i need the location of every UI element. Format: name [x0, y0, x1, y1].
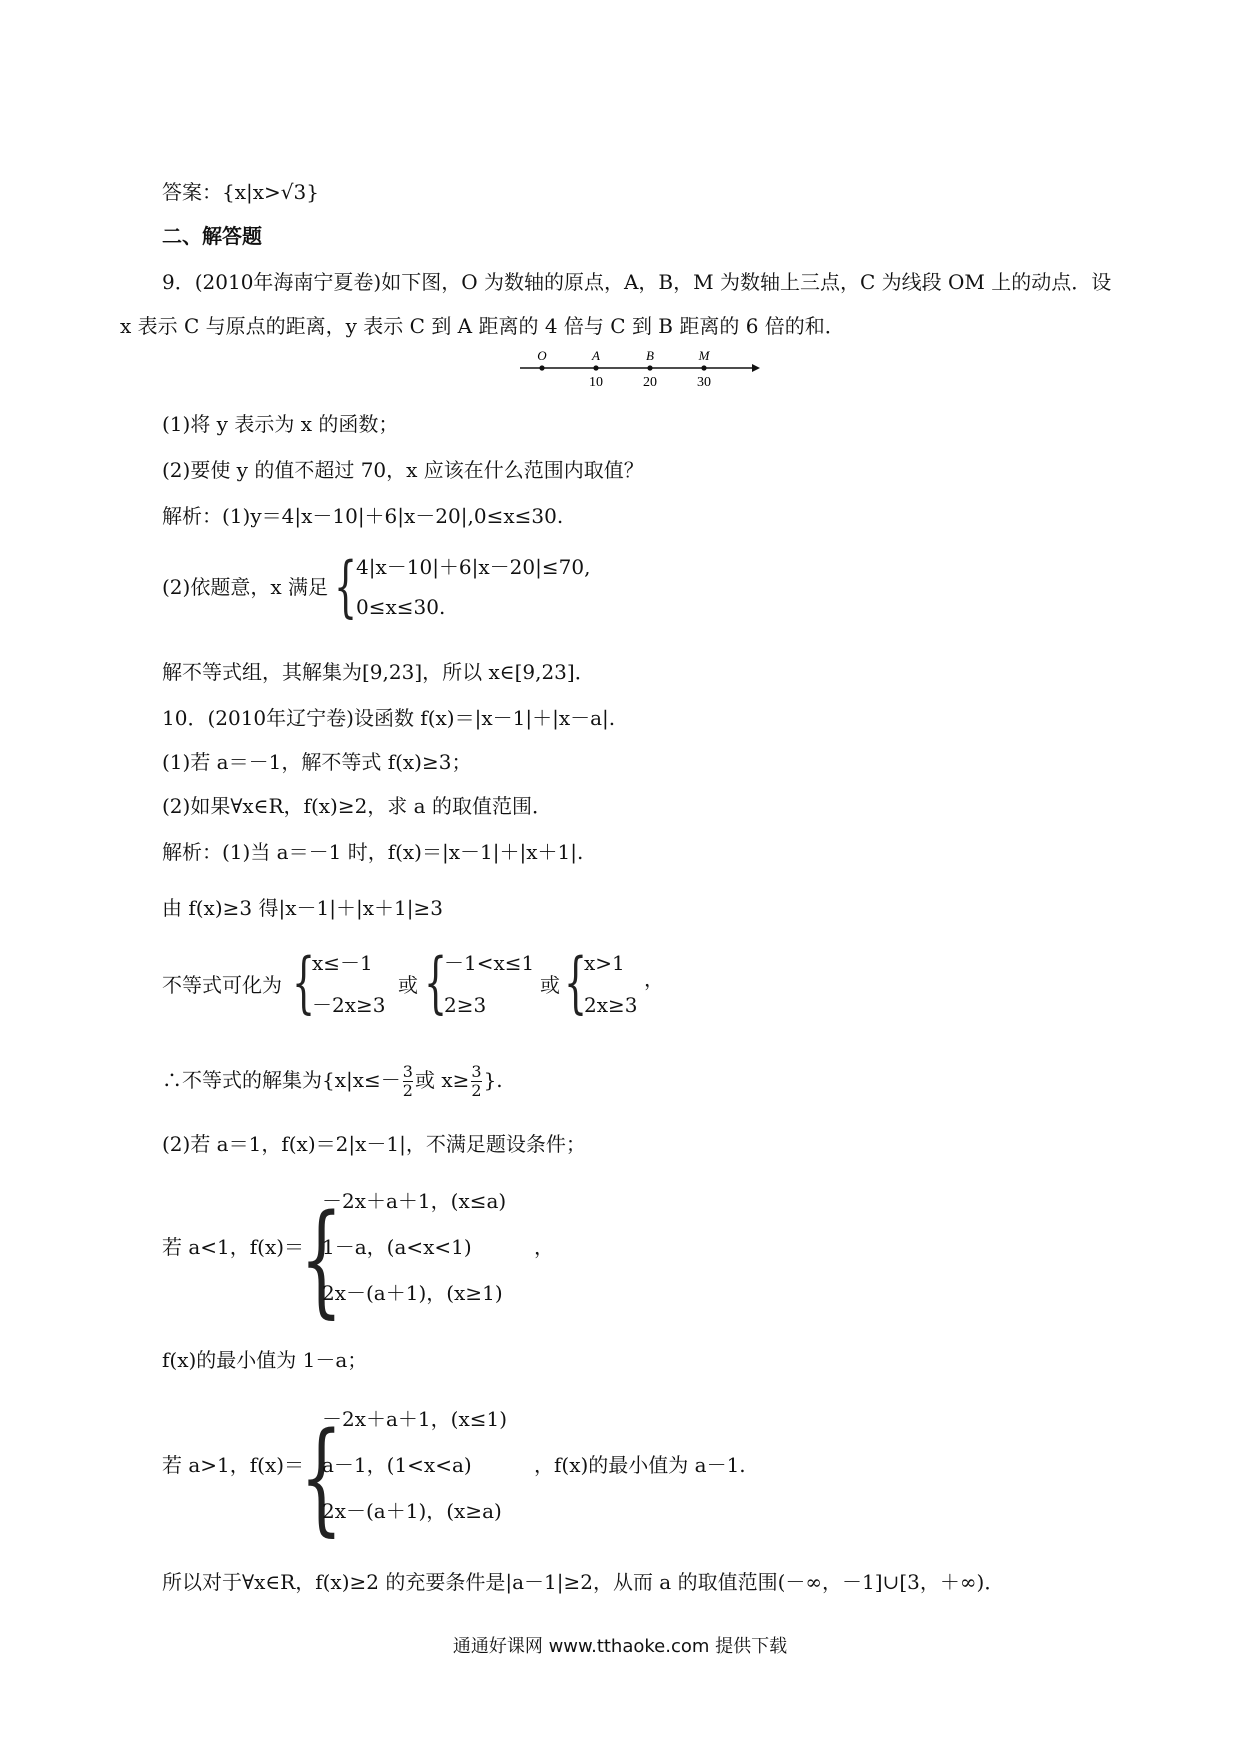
piecewise-lt-prefix: 若 a<1，f(x)＝ — [162, 1235, 305, 1259]
section-title: 二、解答题 — [162, 224, 262, 248]
ineq-b2: 2≥3 — [444, 993, 487, 1017]
q9-result: 解不等式组，其解集为[9,23]，所以 x∈[9,23]． — [162, 660, 595, 684]
axis-value-b: 20 — [643, 375, 657, 390]
fraction-denominator: 2 — [471, 1081, 482, 1100]
or-2: 或 — [540, 973, 560, 997]
q9-line2: x 表示 C 与原点的距离，y 表示 C 到 A 距离的 4 倍与 C 到 B 距离的 6 倍的和． — [120, 314, 845, 338]
fraction-three-halves — [403, 1063, 413, 1100]
left-brace: { — [300, 1406, 343, 1548]
piecewise-lt-case1: －2x＋a＋1，(x≤a) — [322, 1189, 507, 1213]
axis-point-m — [701, 365, 706, 370]
q9-line1: 9．(2010年海南宁夏卷)如下图，O 为数轴的原点，A，B，M 为数轴上三点，C 为线段 OM 上的动点．设 — [162, 270, 1112, 294]
q10-line1: 10．(2010年辽宁卷)设函数 f(x)＝|x－1|＋|x－a|. — [162, 706, 616, 730]
ineq-comma: ， — [644, 967, 664, 991]
piecewise-a-lt-1 — [162, 1184, 762, 1330]
q9-solution1: 解析：(1)y＝4|x－10|＋6|x－20|,0≤x≤30. — [162, 504, 564, 528]
solution-set-suffix: }. — [483, 1068, 503, 1092]
piecewise-gt-case1: －2x＋a＋1，(x≤1) — [322, 1407, 508, 1431]
fraction-three-halves — [471, 1063, 481, 1100]
piecewise-gt-case2: a－1，(1<x<a) — [322, 1453, 472, 1477]
q10-part2: (2)如果∀x∈R，f(x)≥2，求 a 的取值范围． — [162, 794, 552, 818]
axis-point-a — [593, 365, 598, 370]
ineq-c2: 2x≥3 — [584, 993, 638, 1017]
left-brace: { — [424, 944, 448, 1021]
q9-system-case2: 0≤x≤30. — [356, 595, 446, 619]
piecewise-gt-min: ，f(x)的最小值为 a－1. — [534, 1453, 746, 1477]
conclusion: 所以对于∀x∈R，f(x)≥2 的充要条件是|a－1|≥2，从而 a 的取值范围(－∞，－1]∪[3，＋∞)． — [162, 1570, 1005, 1594]
q10-solution1: 解析：(1)当 a＝－1 时，f(x)＝|x－1|＋|x＋1|. — [162, 840, 584, 864]
ineq-a2: －2x≥3 — [312, 993, 386, 1017]
q9-system-case1: 4|x－10|＋6|x－20|≤70, — [356, 555, 591, 579]
footer: 通通好课网 www.tthaoke.com 提供下载 — [452, 1636, 788, 1657]
ineq-prefix: 不等式可化为 — [162, 973, 282, 997]
q9-system-prefix: (2)依题意，x 满足 — [162, 575, 328, 599]
axis-value-m: 30 — [697, 375, 711, 390]
ineq-c1: x>1 — [584, 951, 625, 975]
q10-part1: (1)若 a＝－1，解不等式 f(x)≥3； — [162, 750, 472, 774]
left-brace: { — [292, 944, 316, 1021]
left-brace: { — [564, 944, 588, 1021]
piecewise-lt-case2: 1－a，(a<x<1) — [322, 1235, 472, 1259]
q9-system — [162, 548, 662, 625]
piecewise-gt-prefix: 若 a>1，f(x)＝ — [162, 1453, 305, 1477]
fraction-numerator: 3 — [471, 1062, 482, 1081]
solution-set-mid: 或 x≥ — [414, 1068, 470, 1092]
piecewise-lt-comma: ， — [534, 1235, 554, 1259]
solution-set-prefix: ∴不等式的解集为{x|x≤－ — [162, 1068, 401, 1092]
piecewise-gt-case3: 2x－(a＋1)，(x≥a) — [322, 1499, 502, 1523]
solution-set — [162, 1060, 503, 1100]
number-line — [520, 348, 760, 392]
ineq-b1: －1<x≤1 — [444, 951, 535, 975]
axis-point-b — [647, 365, 652, 370]
q10-inequality-systems — [162, 946, 802, 1026]
axis-label-o: O — [537, 348, 547, 363]
left-brace: { — [300, 1188, 343, 1330]
axis-value-a: 10 — [589, 375, 603, 390]
axis-label-a: A — [592, 348, 600, 363]
q9-part2: (2)要使 y 的值不超过 70，x 应该在什么范围内取值？ — [162, 458, 644, 482]
fraction-numerator: 3 — [402, 1062, 413, 1081]
min-value-lt: f(x)的最小值为 1－a； — [162, 1348, 368, 1372]
q10-solution2a: (2)若 a＝1，f(x)＝2|x－1|，不满足题设条件； — [162, 1132, 586, 1156]
q9-part1: (1)将 y 表示为 x 的函数； — [162, 412, 399, 436]
or-1: 或 — [398, 973, 418, 997]
axis-point-o — [539, 365, 544, 370]
ineq-a1: x≤－1 — [312, 951, 373, 975]
axis-label-b: B — [646, 348, 654, 363]
answer-line: 答案：{x|x>√3} — [162, 180, 319, 204]
q10-solution1b: 由 f(x)≥3 得|x－1|＋|x＋1|≥3 — [162, 896, 443, 920]
left-brace: { — [334, 548, 358, 625]
axis-label-m: M — [698, 348, 710, 363]
piecewise-lt-case3: 2x－(a＋1)，(x≥1) — [322, 1281, 503, 1305]
fraction-denominator: 2 — [402, 1081, 413, 1100]
piecewise-a-gt-1 — [162, 1402, 922, 1548]
